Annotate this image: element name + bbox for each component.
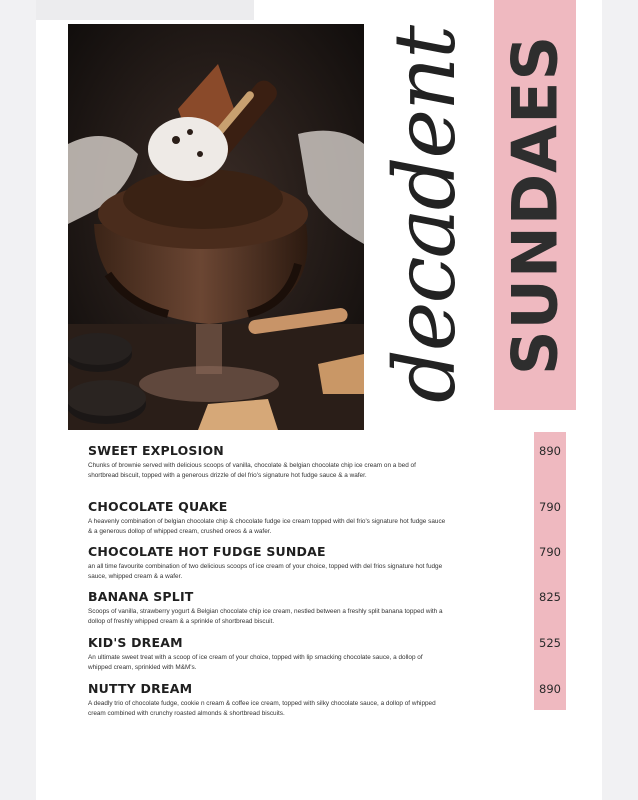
script-heading: decadent <box>376 27 474 403</box>
item-name: KID'S DREAM <box>88 635 183 650</box>
item-description: A deadly trio of chocolate fudge, cookie n cream & coffee ice cream, topped with silky chocolate sauce, a dollop of whipped cream combined with crunchy roasted almonds & shortbread biscuits. <box>88 700 436 717</box>
price-column-band <box>534 432 566 710</box>
menu-item <box>88 589 508 626</box>
sundae-photo <box>68 24 364 430</box>
item-description: A heavenly combination of belgian chocolate chip & chocolate fudge ice cream topped with del frio's signature hot fudge sauce & a generous dollop of whipped cream, crushed oreos & a wafer. <box>88 518 446 535</box>
top-left-tint <box>36 0 254 20</box>
item-name: SWEET EXPLOSION <box>88 443 224 458</box>
item-price: 790 <box>539 500 561 514</box>
menu-item <box>88 443 508 480</box>
item-name: CHOCOLATE QUAKE <box>88 499 228 514</box>
menu-item <box>88 499 508 536</box>
item-description: Chunks of brownie served with delicious scoops of vanilla, chocolate & belgian chocolate chip ice cream on a bed of shortbread biscuit, topped with a generous drizzle of del frio's signature hot fudge sauce & a wafer. <box>88 462 416 479</box>
item-name: NUTTY DREAM <box>88 681 193 696</box>
item-price: 890 <box>539 682 561 696</box>
item-description: an all time favourite combination of two delicious scoops of ice cream of your choice, topped with del frios signature hot fudge sauce, whipped cream & a wafer. <box>88 563 443 580</box>
item-price: 825 <box>539 590 561 604</box>
menu-item <box>88 635 508 672</box>
item-price: 790 <box>539 545 561 559</box>
item-price: 890 <box>539 444 561 458</box>
item-description: An ultimate sweet treat with a scoop of ice cream of your choice, topped with lip smacking chocolate sauce, a dollop of whipped cream, sprinkled with M&M's. <box>88 654 423 671</box>
item-price: 525 <box>539 636 561 650</box>
menu-title: SUNDAES <box>498 34 572 376</box>
item-description: Scoops of vanilla, strawberry yogurt & Belgian chocolate chip ice cream, nestled between a freshly split banana topped with a dollop of freshly whipped cream & a sprinkle of shortbread biscuit. <box>88 608 443 625</box>
item-name: CHOCOLATE HOT FUDGE SUNDAE <box>88 544 326 559</box>
menu-item <box>88 681 508 718</box>
item-name: BANANA SPLIT <box>88 589 194 604</box>
menu-item <box>88 544 508 581</box>
